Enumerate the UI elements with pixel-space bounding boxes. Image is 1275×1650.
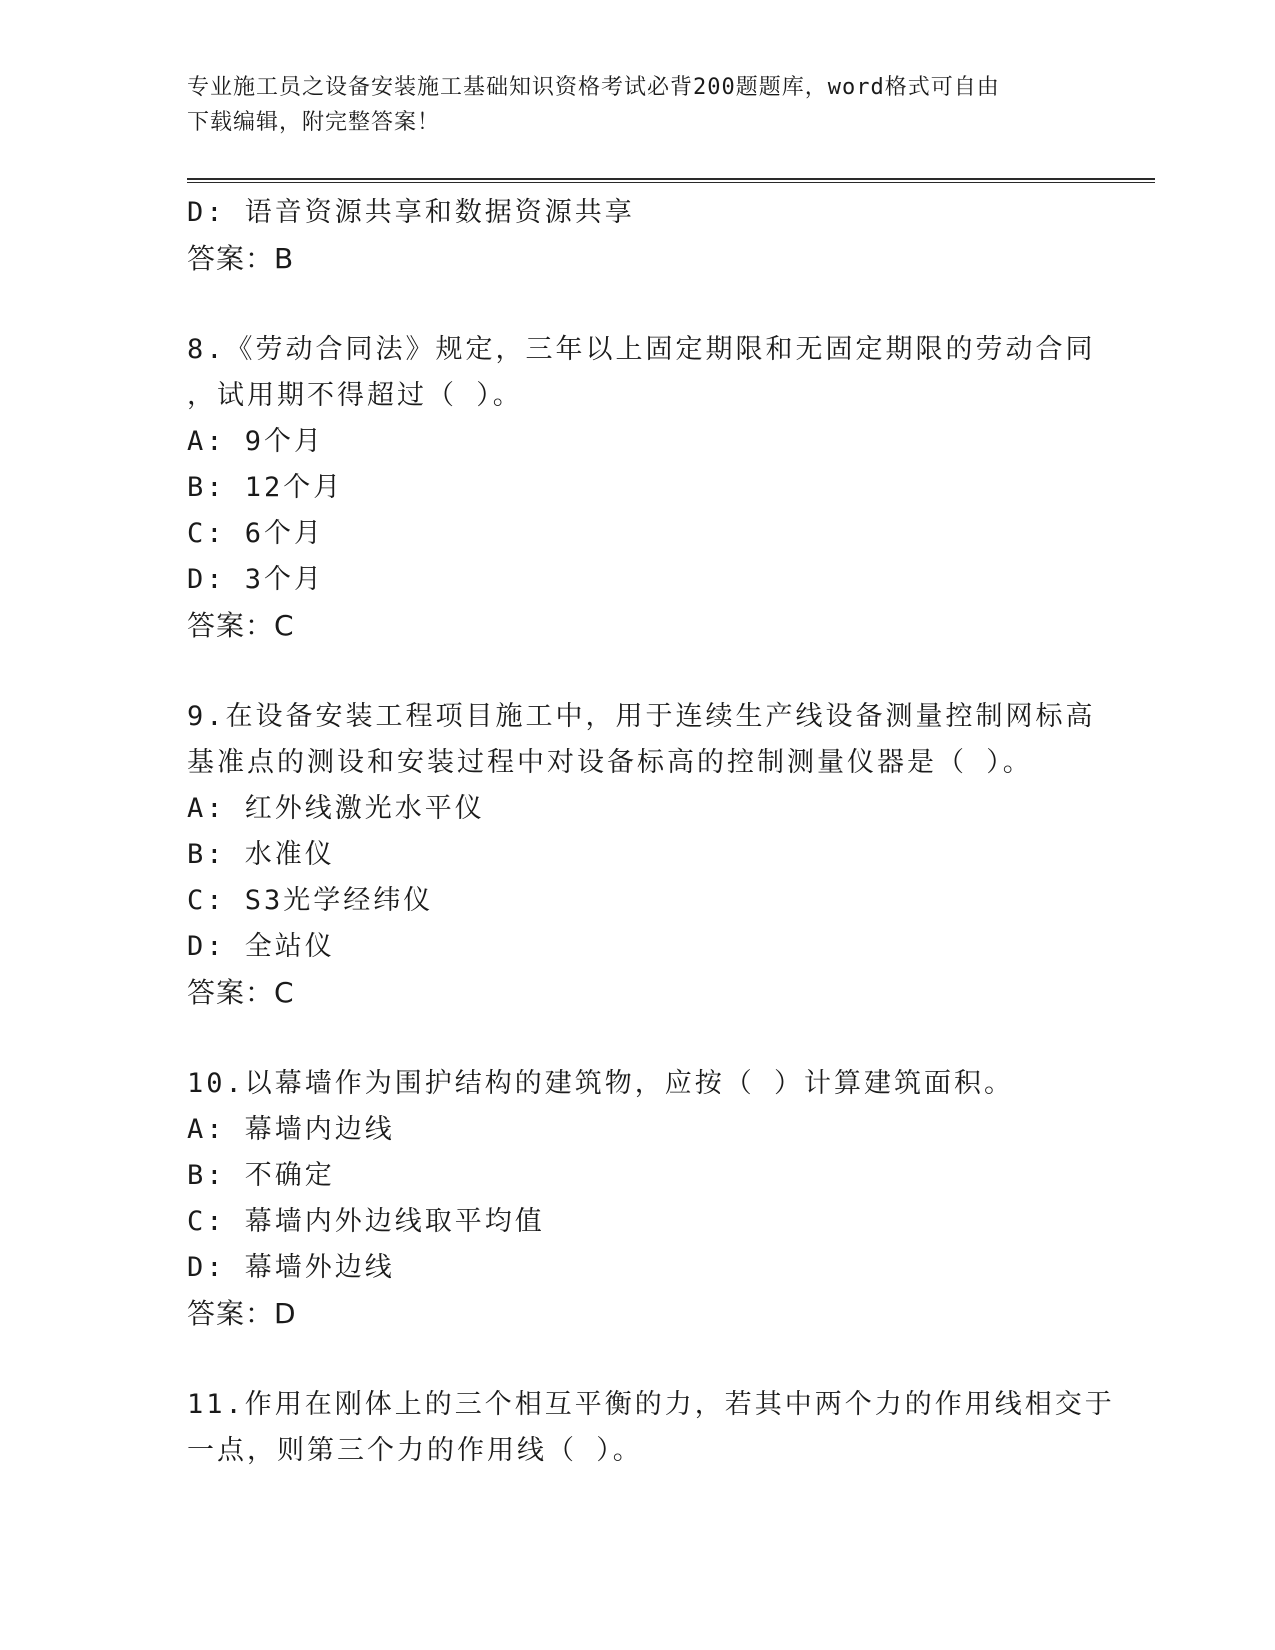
option-b: B: 12个月	[187, 472, 344, 503]
question-stem: ，试用期不得超过（ ）。	[187, 380, 523, 411]
spacer	[187, 649, 1127, 694]
spacer	[187, 282, 1127, 327]
spacer	[187, 1337, 1127, 1382]
question-8	[187, 327, 1127, 649]
previous-question-tail	[187, 190, 1127, 282]
option-d: D: 3个月	[187, 564, 325, 595]
header-title-line-2: 下载编辑，附完整答案！	[187, 110, 441, 135]
question-stem: 9.在设备安装工程项目施工中，用于连续生产线设备测量控制网标高	[187, 701, 1096, 732]
question-content	[187, 190, 1127, 1474]
answer-line: 答案：B	[187, 242, 295, 275]
option-c: C: 6个月	[187, 518, 325, 549]
question-stem: 基准点的测设和安装过程中对设备标高的控制测量仪器是（ ）。	[187, 747, 1033, 778]
question-stem: 10.以幕墙作为围护结构的建筑物，应按（ ）计算建筑面积。	[187, 1068, 1015, 1099]
option-c: C: S3光学经纬仪	[187, 885, 434, 916]
answer-line: 答案：D	[187, 1297, 297, 1330]
header-divider-thick	[187, 178, 1155, 180]
document-header	[187, 70, 1087, 140]
option-d: D: 语音资源共享和数据资源共享	[187, 197, 635, 228]
question-11	[187, 1382, 1127, 1474]
question-stem: 8.《劳动合同法》规定，三年以上固定期限和无固定期限的劳动合同	[187, 334, 1096, 365]
option-b: B: 不确定	[187, 1160, 335, 1191]
header-divider-thin	[187, 182, 1155, 183]
option-d: D: 幕墙外边线	[187, 1252, 395, 1283]
option-a: A: 红外线激光水平仪	[187, 793, 485, 824]
spacer	[187, 1016, 1127, 1061]
option-c: C: 幕墙内外边线取平均值	[187, 1206, 545, 1237]
question-stem: 一点，则第三个力的作用线（ ）。	[187, 1435, 643, 1466]
question-stem: 11.作用在刚体上的三个相互平衡的力，若其中两个力的作用线相交于	[187, 1389, 1115, 1420]
option-b: B: 水准仪	[187, 839, 335, 870]
option-a: A: 幕墙内边线	[187, 1114, 395, 1145]
option-a: A: 9个月	[187, 426, 325, 457]
question-10	[187, 1061, 1127, 1337]
answer-line: 答案：C	[187, 609, 295, 642]
answer-line: 答案：C	[187, 976, 295, 1009]
header-title-line-1: 专业施工员之设备安装施工基础知识资格考试必背200题题库，word格式可自由	[187, 75, 1000, 100]
option-d: D: 全站仪	[187, 931, 335, 962]
question-9	[187, 694, 1127, 1016]
